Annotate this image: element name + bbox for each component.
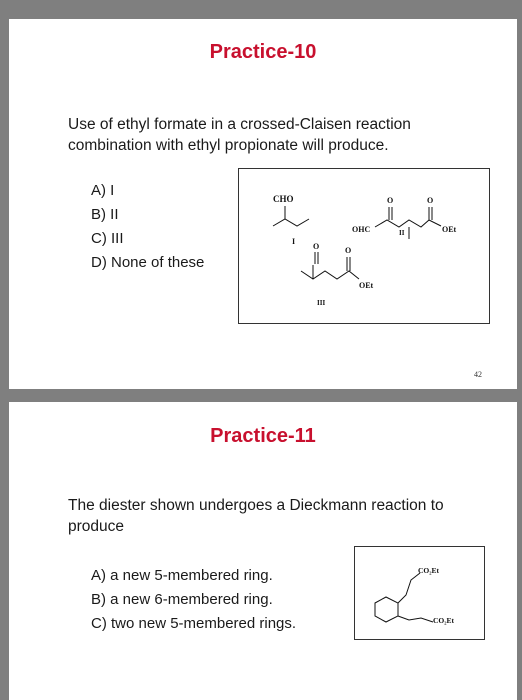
- slide-title: Practice-11: [210, 425, 316, 447]
- option-a: A) I: [91, 182, 115, 199]
- page-number: 42: [474, 370, 482, 379]
- structure-i: [273, 206, 309, 226]
- structure-i-label: I: [292, 237, 296, 246]
- diester-box: [354, 546, 485, 640]
- option-d: D) None of these: [91, 254, 205, 271]
- structure-iii-o2: O: [345, 246, 352, 255]
- structure-ii-o1: O: [387, 196, 394, 205]
- structure-ii-o2: O: [427, 196, 434, 205]
- diester-bottom-label: CO₂Et: [433, 616, 454, 625]
- slide-practice-10: [9, 19, 517, 389]
- structures-figure: [239, 169, 489, 323]
- question-text: Use of ethyl formate in a crossed-Claisen reaction combination with ethyl propionate will produce.: [68, 116, 411, 154]
- structure-iii-label: III: [317, 299, 326, 307]
- slide-title: Practice-10: [209, 41, 317, 63]
- option-a: A) a new 5-membered ring.: [91, 567, 273, 584]
- diester-structure: [375, 573, 433, 622]
- structures-box: [238, 168, 490, 324]
- option-b: B) a new 6-membered ring.: [91, 591, 273, 608]
- structure-ii: [375, 207, 441, 239]
- option-c: C) two new 5-membered rings.: [91, 615, 297, 632]
- diester-top-label: CO₂Et: [418, 566, 439, 575]
- option-c: C) III: [91, 230, 124, 247]
- question-text: The diester shown undergoes a Dieckmann reaction to produce: [68, 497, 444, 535]
- structure-ii-oet: OEt: [442, 225, 457, 234]
- diester-figure: [355, 547, 484, 639]
- structure-iii-o1: O: [313, 242, 320, 251]
- structure-ii-label: II: [399, 229, 405, 237]
- structure-iii-oet: OEt: [359, 281, 374, 290]
- structure-iii: [301, 252, 359, 279]
- structure-i-cho: CHO: [273, 194, 294, 204]
- slide-practice-11: [9, 402, 517, 700]
- option-b: B) II: [91, 206, 119, 223]
- structure-ii-ohc: OHC: [352, 225, 371, 234]
